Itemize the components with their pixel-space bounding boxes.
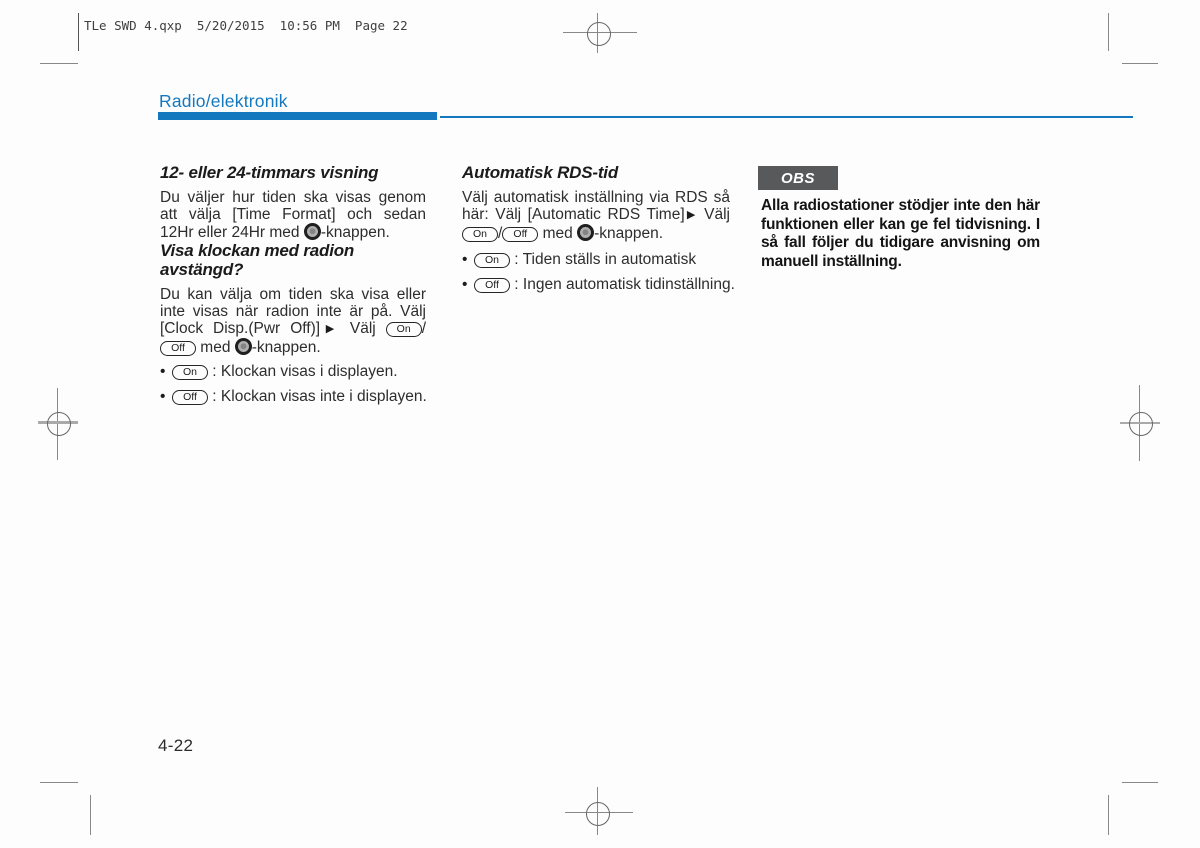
bullet-icon: • bbox=[160, 387, 166, 405]
paragraph-time-format bbox=[160, 189, 426, 241]
column-obs-note bbox=[758, 163, 1040, 271]
text-run: Du kan välja om tiden ska visa eller inte visas när radion inte är på. Välj [Clock Disp.(Pwr Off)] bbox=[160, 285, 426, 337]
on-button-icon: On bbox=[462, 227, 498, 242]
text-run: -knappen. bbox=[251, 338, 321, 356]
text-run: Välj bbox=[339, 319, 386, 337]
list-item-rds-off bbox=[462, 275, 735, 294]
registration-mark-top-circle bbox=[587, 22, 611, 46]
text-run: / bbox=[421, 319, 426, 337]
text-run: Välj bbox=[697, 205, 730, 223]
list-item-clock-on bbox=[160, 363, 426, 381]
text-run: -knappen. bbox=[594, 224, 664, 242]
bullet-text: : Klockan visas inte i displayen. bbox=[208, 387, 427, 405]
crop-mark-bottom-left-h bbox=[40, 782, 78, 783]
crop-mark-top-right-v bbox=[1108, 13, 1109, 51]
off-button-icon: Off bbox=[172, 390, 208, 405]
text-run: -knappen. bbox=[320, 223, 390, 241]
bullet-icon: • bbox=[462, 275, 468, 293]
off-button-icon: Off bbox=[160, 341, 196, 356]
off-button-icon: Off bbox=[474, 278, 510, 293]
crop-mark-bottom-right-h bbox=[1122, 782, 1158, 783]
rotary-knob-icon bbox=[577, 224, 594, 241]
off-button-icon: Off bbox=[502, 227, 538, 242]
rotary-knob-icon bbox=[235, 338, 252, 355]
text-run: Du väljer hur tiden ska visas genom att välja [Time Format] och sedan 12Hr eller 24Hr med bbox=[160, 188, 426, 241]
bullet-text: : Tiden ställs in automatisk bbox=[510, 250, 697, 268]
on-button-icon: On bbox=[172, 365, 208, 380]
crop-mark-top-right-h bbox=[1122, 63, 1158, 64]
page-number: 4-22 bbox=[158, 736, 194, 755]
paragraph-rds-time bbox=[462, 189, 730, 242]
text-run: Välj automatisk inställning via RDS så här: Välj [Automatic RDS Time] bbox=[462, 188, 730, 223]
note-text: Alla radiostationer stödjer inte den här funktionen eller kan ge fel tidvisning. I så fall följer du tidigare anvisning om manuell inställning. bbox=[761, 197, 1040, 270]
bullet-text: : Klockan visas i displayen. bbox=[208, 362, 398, 380]
list-item-clock-off bbox=[160, 388, 426, 406]
rotary-knob-icon bbox=[304, 223, 321, 240]
text-run: / bbox=[498, 224, 503, 242]
crop-mark-top-left-h bbox=[40, 63, 78, 64]
print-slug: TLe SWD 4.qxp 5/20/2015 10:56 PM Page 22 bbox=[84, 18, 408, 33]
list-item-rds-on bbox=[462, 251, 730, 269]
obs-badge: OBS bbox=[758, 166, 838, 190]
bullet-text: : Ingen automatisk tidinställning. bbox=[510, 275, 735, 293]
column-time-format bbox=[160, 163, 426, 406]
registration-mark-right-circle bbox=[1129, 412, 1153, 436]
text-run: med bbox=[196, 338, 235, 356]
crop-mark-bottom-left-v bbox=[90, 795, 91, 835]
registration-mark-left-circle bbox=[47, 412, 71, 436]
paragraph-clock-display bbox=[160, 286, 426, 356]
arrow-right-icon: ▶ bbox=[320, 322, 340, 335]
heading-automatic-rds: Automatisk RDS-tid bbox=[462, 163, 619, 182]
crop-mark-bottom-right-v bbox=[1108, 795, 1109, 835]
bullet-icon: • bbox=[160, 362, 166, 380]
arrow-right-icon: ▶ bbox=[684, 208, 698, 221]
text-run: med bbox=[538, 224, 578, 242]
on-button-icon: On bbox=[386, 322, 422, 337]
column-rds-time bbox=[462, 163, 735, 294]
on-button-icon: On bbox=[474, 253, 510, 268]
header-rule-thin bbox=[440, 116, 1133, 118]
section-title: Radio/elektronik bbox=[159, 91, 288, 111]
bullet-icon: • bbox=[462, 250, 468, 268]
header-rule-thick bbox=[158, 112, 437, 120]
registration-mark-bottom-circle bbox=[586, 802, 610, 826]
heading-clock-radio-off: Visa klockan med radion avstängd? bbox=[160, 240, 355, 279]
heading-12-24-visning: 12- eller 24-timmars visning bbox=[160, 163, 379, 182]
slug-divider-line bbox=[78, 13, 79, 51]
